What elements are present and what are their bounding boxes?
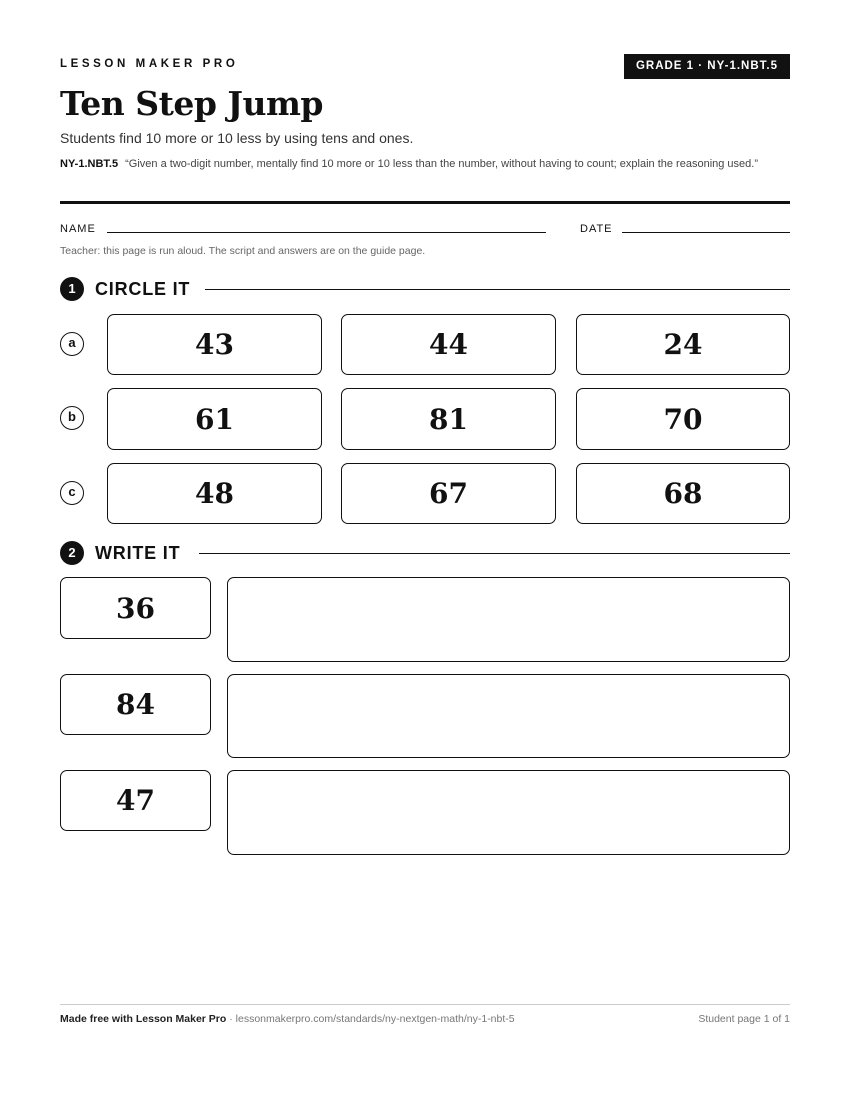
section-title: WRITE IT [95,543,181,563]
section-title: CIRCLE IT [95,279,191,299]
standard-description [60,156,760,173]
choice-box[interactable]: 44 [341,314,556,375]
section-write-it-header [60,541,790,565]
brand-name: LESSON MAKER PRO [60,58,239,70]
section-divider [199,553,790,554]
choice-box[interactable]: 48 [107,463,322,524]
date-label: DATE [580,223,613,235]
section-number-badge: 1 [60,277,84,301]
date-field-line[interactable] [622,232,790,233]
footer-page-number: Student page 1 of 1 [698,1013,790,1025]
header-divider [60,201,790,204]
choice-box[interactable]: 70 [576,388,790,450]
name-label: NAME [60,223,96,235]
choice-box[interactable]: 68 [576,463,790,524]
choice-box[interactable]: 81 [341,388,556,450]
section-divider [205,289,790,290]
answer-box[interactable] [227,577,790,662]
standard-text: “Given a two-digit number, mentally find 10 more or 10 less than the number, without having to count; explain the reasoning used.” [125,158,759,170]
row-letter-badge: b [60,406,84,430]
grade-badge: GRADE 1 · NY-1.NBT.5 [624,54,790,79]
page-subtitle: Students find 10 more or 10 less by using tens and ones. [60,130,414,146]
footer-separator: · [226,1013,236,1025]
choice-box[interactable]: 67 [341,463,556,524]
prompt-number-box: 47 [60,770,211,831]
choice-box[interactable]: 24 [576,314,790,375]
answer-box[interactable] [227,770,790,855]
footer-credit [60,1013,515,1025]
section-circle-it-header [60,277,790,301]
footer-credit-text: Made free with Lesson Maker Pro [60,1013,227,1025]
prompt-number-box: 84 [60,674,211,735]
prompt-number-box: 36 [60,577,211,639]
choice-box[interactable]: 61 [107,388,322,450]
row-letter-badge: c [60,481,84,505]
footer-url[interactable]: lessonmakerpro.com/standards/ny-nextgen-math/ny-1-nbt-5 [235,1013,515,1025]
section-number-badge: 2 [60,541,84,565]
footer-divider [60,1004,790,1005]
row-letter-badge: a [60,332,84,356]
name-field-line[interactable] [107,232,546,233]
answer-box[interactable] [227,674,790,758]
standard-code: NY-1.NBT.5 [60,158,119,170]
page-title: Ten Step Jump [60,84,323,123]
choice-box[interactable]: 43 [107,314,322,375]
teacher-note: Teacher: this page is run aloud. The script and answers are on the guide page. [60,245,426,257]
